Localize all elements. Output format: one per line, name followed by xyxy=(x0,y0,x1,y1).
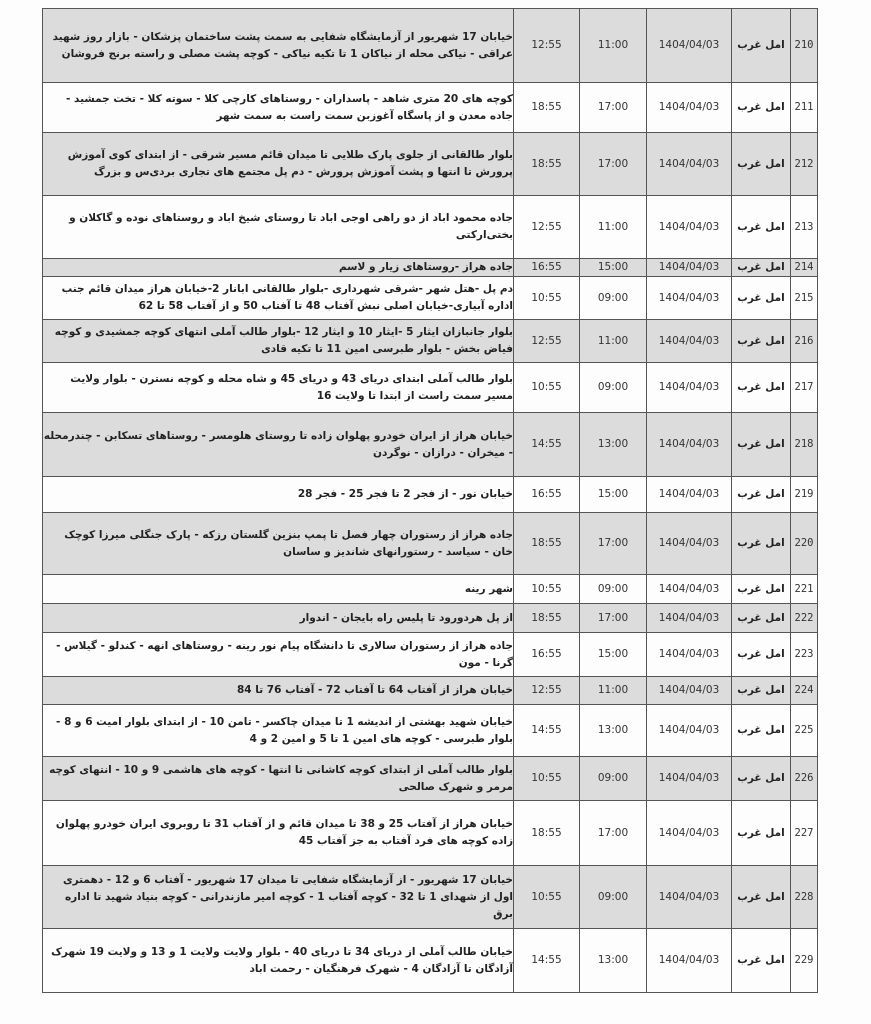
table-row xyxy=(43,705,818,757)
row-number-cell: 213 xyxy=(791,196,818,259)
row-number-cell: 211 xyxy=(791,83,818,133)
date-cell: 1404/04/03 xyxy=(647,9,732,83)
area-cell: خیابان شهید بهشتی از اندیشه 1 تا میدان چاکسر - تامن 10 - از ابتدای بلوار امیت 6 و 8 - بلوار طبرسی - کوچه های امین 1 تا 5 و امین 2 و 4 xyxy=(43,705,514,757)
zone-cell: امل غرب xyxy=(732,320,791,363)
end-time-cell: 10:55 xyxy=(514,866,580,929)
area-cell: بلوار طالب آملی ابتدای دریای 43 و دریای 45 و شاه محله و کوچه نسترن - بلوار ولایت مسیر سمت راست از ابتدا تا ولایت 16 xyxy=(43,363,514,413)
table-row xyxy=(43,259,818,277)
area-cell: خیابان 17 شهریور - از آزمایشگاه شفایی تا میدان 17 شهریور - آفتاب 6 و 12 - دهمتری اول از شهدای 1 تا 32 - کوچه آفتاب 1 - کوچه امیر مازندرانی - کوچه بنیاد شهید تا اداره برق xyxy=(43,866,514,929)
zone-cell: امل غرب xyxy=(732,413,791,477)
table-row xyxy=(43,477,818,513)
table-row xyxy=(43,633,818,677)
date-cell: 1404/04/03 xyxy=(647,133,732,196)
row-number-cell: 223 xyxy=(791,633,818,677)
table-row xyxy=(43,133,818,196)
end-time-cell: 16:55 xyxy=(514,259,580,277)
area-cell: خیابان هراز از آفتاب 64 تا آفتاب 72 - آفتاب 76 تا 84 xyxy=(43,677,514,705)
end-time-cell: 18:55 xyxy=(514,83,580,133)
date-cell: 1404/04/03 xyxy=(647,83,732,133)
zone-cell: امل غرب xyxy=(732,83,791,133)
table-row xyxy=(43,320,818,363)
row-number-cell: 218 xyxy=(791,413,818,477)
end-time-cell: 14:55 xyxy=(514,929,580,993)
area-cell: از پل هردورود تا پلیس راه بایجان - اندوار xyxy=(43,604,514,633)
start-time-cell: 15:00 xyxy=(580,633,647,677)
end-time-cell: 18:55 xyxy=(514,513,580,575)
end-time-cell: 14:55 xyxy=(514,705,580,757)
row-number-cell: 229 xyxy=(791,929,818,993)
row-number-cell: 224 xyxy=(791,677,818,705)
zone-cell: امل غرب xyxy=(732,705,791,757)
row-number-cell: 220 xyxy=(791,513,818,575)
table-row xyxy=(43,413,818,477)
date-cell: 1404/04/03 xyxy=(647,196,732,259)
zone-cell: امل غرب xyxy=(732,259,791,277)
row-number-cell: 227 xyxy=(791,801,818,866)
end-time-cell: 18:55 xyxy=(514,604,580,633)
date-cell: 1404/04/03 xyxy=(647,705,732,757)
row-number-cell: 214 xyxy=(791,259,818,277)
area-cell: کوچه های 20 متری شاهد - پاسداران - روستاهای کارچی کلا - سوته کلا - تخت جمشید - جاده معدن و از پاسگاه آغوزبن سمت راست به سمت شهر xyxy=(43,83,514,133)
table-row xyxy=(43,83,818,133)
start-time-cell: 13:00 xyxy=(580,929,647,993)
end-time-cell: 18:55 xyxy=(514,133,580,196)
end-time-cell: 14:55 xyxy=(514,413,580,477)
table-row xyxy=(43,866,818,929)
start-time-cell: 09:00 xyxy=(580,363,647,413)
outage-schedule-table xyxy=(42,8,818,993)
date-cell: 1404/04/03 xyxy=(647,604,732,633)
row-number-cell: 222 xyxy=(791,604,818,633)
zone-cell: امل غرب xyxy=(732,633,791,677)
area-cell: جاده هراز از رستوران چهار فصل تا پمپ بنزین گلستان رزکه - پارک جنگلی میرزا کوچک خان - سیاسد - رستورانهای شاندیز و ساسان xyxy=(43,513,514,575)
start-time-cell: 11:00 xyxy=(580,320,647,363)
zone-cell: امل غرب xyxy=(732,363,791,413)
schedule-body xyxy=(43,9,818,993)
row-number-cell: 228 xyxy=(791,866,818,929)
row-number-cell: 216 xyxy=(791,320,818,363)
date-cell: 1404/04/03 xyxy=(647,413,732,477)
zone-cell: امل غرب xyxy=(732,9,791,83)
zone-cell: امل غرب xyxy=(732,604,791,633)
area-cell: جاده هراز از رستوران سالاری تا دانشگاه پیام نور رینه - روستاهای انهه - کندلو - گیلاس - گرنا - مون xyxy=(43,633,514,677)
area-cell: جاده هراز -روستاهای زیار و لاسم xyxy=(43,259,514,277)
date-cell: 1404/04/03 xyxy=(647,259,732,277)
area-cell: خیابان هراز از آفتاب 25 و 38 تا میدان قائم و از آفتاب 31 تا روبروی ایران خودرو پهلوان زاده کوچه های فرد آفتاب به جز آفتاب 45 xyxy=(43,801,514,866)
end-time-cell: 10:55 xyxy=(514,363,580,413)
start-time-cell: 11:00 xyxy=(580,196,647,259)
end-time-cell: 12:55 xyxy=(514,320,580,363)
end-time-cell: 18:55 xyxy=(514,801,580,866)
table-row xyxy=(43,513,818,575)
start-time-cell: 15:00 xyxy=(580,259,647,277)
end-time-cell: 10:55 xyxy=(514,277,580,320)
zone-cell: امل غرب xyxy=(732,575,791,604)
date-cell: 1404/04/03 xyxy=(647,633,732,677)
start-time-cell: 15:00 xyxy=(580,477,647,513)
start-time-cell: 09:00 xyxy=(580,866,647,929)
area-cell: بلوار طالقانی از جلوی پارک طلایی تا میدان قائم مسیر شرقی - از ابتدای کوی آموزش پرورش تا انتها و پشت آموزش پرورش - دم پل مجتمع های تجاری بردی‌س و بزرگ xyxy=(43,133,514,196)
start-time-cell: 17:00 xyxy=(580,133,647,196)
row-number-cell: 215 xyxy=(791,277,818,320)
date-cell: 1404/04/03 xyxy=(647,757,732,801)
start-time-cell: 09:00 xyxy=(580,757,647,801)
area-cell: شهر رینه xyxy=(43,575,514,604)
zone-cell: امل غرب xyxy=(732,929,791,993)
start-time-cell: 17:00 xyxy=(580,801,647,866)
area-cell: خیابان طالب آملی از دریای 34 تا دریای 40 - بلوار ولایت ولایت 1 و 13 و ولایت 19 شهرک آزادگان تا آزادگان 4 - شهرک فرهنگیان - رحمت اباد xyxy=(43,929,514,993)
date-cell: 1404/04/03 xyxy=(647,277,732,320)
start-time-cell: 17:00 xyxy=(580,83,647,133)
table-row xyxy=(43,604,818,633)
area-cell: خیابان نور - از فجر 2 تا فجر 25 - فجر 28 xyxy=(43,477,514,513)
end-time-cell: 10:55 xyxy=(514,575,580,604)
date-cell: 1404/04/03 xyxy=(647,866,732,929)
start-time-cell: 11:00 xyxy=(580,677,647,705)
table-row xyxy=(43,677,818,705)
table-row xyxy=(43,801,818,866)
row-number-cell: 226 xyxy=(791,757,818,801)
zone-cell: امل غرب xyxy=(732,477,791,513)
zone-cell: امل غرب xyxy=(732,757,791,801)
table-row xyxy=(43,575,818,604)
table-row xyxy=(43,757,818,801)
area-cell: بلوار طالب آملی از ابتدای کوچه کاشانی تا انتها - کوچه های هاشمی 9 و 10 - انتهای کوچه مرمر و شهرک صالحی xyxy=(43,757,514,801)
start-time-cell: 17:00 xyxy=(580,604,647,633)
date-cell: 1404/04/03 xyxy=(647,513,732,575)
start-time-cell: 09:00 xyxy=(580,575,647,604)
row-number-cell: 221 xyxy=(791,575,818,604)
zone-cell: امل غرب xyxy=(732,801,791,866)
end-time-cell: 12:55 xyxy=(514,677,580,705)
row-number-cell: 212 xyxy=(791,133,818,196)
date-cell: 1404/04/03 xyxy=(647,363,732,413)
area-cell: بلوار جانبازان ایثار 5 -ایثار 10 و ایثار 12 -بلوار طالب آملی انتهای کوچه جمشیدی و کوچه فیاض بخش - بلوار طبرسی امین 11 تا تکیه قادی xyxy=(43,320,514,363)
start-time-cell: 11:00 xyxy=(580,9,647,83)
end-time-cell: 12:55 xyxy=(514,196,580,259)
start-time-cell: 13:00 xyxy=(580,705,647,757)
area-cell: خیابان هراز از ایران خودرو پهلوان زاده تا روستای هلومسر - روستاهای تسکابن - چندرمحله - میخران - درازان - نوگردن xyxy=(43,413,514,477)
start-time-cell: 13:00 xyxy=(580,413,647,477)
zone-cell: امل غرب xyxy=(732,677,791,705)
date-cell: 1404/04/03 xyxy=(647,320,732,363)
zone-cell: امل غرب xyxy=(732,133,791,196)
area-cell: جاده محمود اباد از دو راهی اوجی اباد تا روستای شیخ اباد و روستاهای نوده و گاکلان و بختی‌ارکتی xyxy=(43,196,514,259)
row-number-cell: 217 xyxy=(791,363,818,413)
zone-cell: امل غرب xyxy=(732,866,791,929)
table-row xyxy=(43,277,818,320)
date-cell: 1404/04/03 xyxy=(647,801,732,866)
row-number-cell: 210 xyxy=(791,9,818,83)
area-cell: دم پل -هتل شهر -شرقی شهرداری -بلوار طالقانی ابانار 2-خیابان هراز میدان قائم جنب اداره آبیاری-خیابان اصلی نبش آفتاب 48 تا آفتاب 50 و از آفتاب 58 تا 62 xyxy=(43,277,514,320)
date-cell: 1404/04/03 xyxy=(647,575,732,604)
row-number-cell: 219 xyxy=(791,477,818,513)
table-row xyxy=(43,363,818,413)
table-row xyxy=(43,9,818,83)
end-time-cell: 16:55 xyxy=(514,477,580,513)
date-cell: 1404/04/03 xyxy=(647,929,732,993)
zone-cell: امل غرب xyxy=(732,277,791,320)
start-time-cell: 09:00 xyxy=(580,277,647,320)
end-time-cell: 12:55 xyxy=(514,9,580,83)
end-time-cell: 16:55 xyxy=(514,633,580,677)
date-cell: 1404/04/03 xyxy=(647,477,732,513)
end-time-cell: 10:55 xyxy=(514,757,580,801)
area-cell: خیابان 17 شهریور از آزمایشگاه شفایی به سمت پشت ساختمان پزشکان - بازار روز شهید عراقی - نیاکی محله از نیاکان 1 تا تکیه نیاکی - کوچه پشت مصلی و راسته برنج فروشان xyxy=(43,9,514,83)
zone-cell: امل غرب xyxy=(732,196,791,259)
date-cell: 1404/04/03 xyxy=(647,677,732,705)
row-number-cell: 225 xyxy=(791,705,818,757)
table-row xyxy=(43,929,818,993)
table-row xyxy=(43,196,818,259)
zone-cell: امل غرب xyxy=(732,513,791,575)
start-time-cell: 17:00 xyxy=(580,513,647,575)
